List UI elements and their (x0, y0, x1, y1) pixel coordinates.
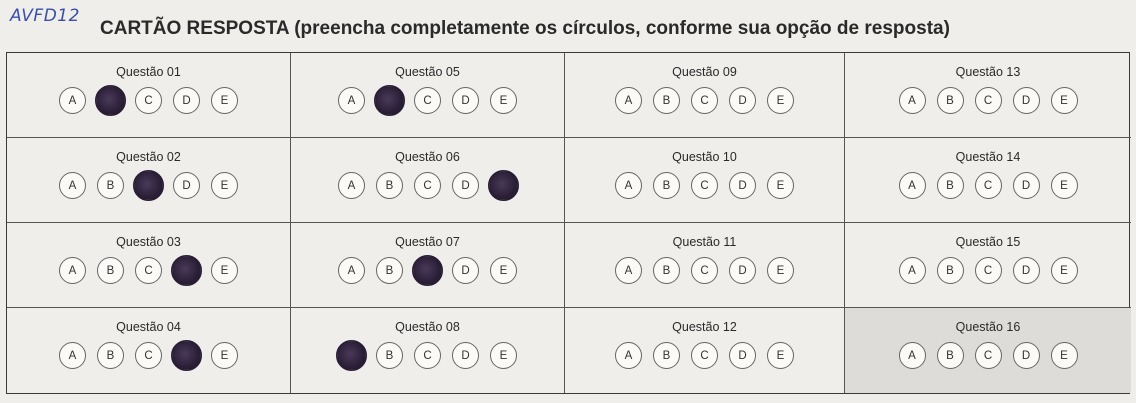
answer-options (845, 342, 1131, 369)
answer-bubble-e[interactable]: E (490, 342, 517, 369)
answer-options (565, 342, 844, 369)
answer-bubble-c[interactable]: C (975, 257, 1002, 284)
question-cell (565, 223, 845, 308)
answer-bubble-c[interactable]: C (975, 87, 1002, 114)
answer-bubble-c[interactable]: C (135, 342, 162, 369)
question-cell (7, 223, 291, 308)
answer-bubble-b[interactable]: B (376, 342, 403, 369)
answer-bubble-c[interactable]: C (414, 342, 441, 369)
question-cell (845, 308, 1131, 393)
question-cell (565, 308, 845, 393)
question-cell (291, 53, 565, 138)
answer-bubble-e[interactable]: E (1051, 342, 1078, 369)
answer-bubble-d[interactable]: D (729, 87, 756, 114)
answer-bubble-a[interactable]: A (899, 172, 926, 199)
answer-bubble-d[interactable]: D (173, 172, 200, 199)
question-label: Questão 05 (395, 65, 460, 79)
answer-bubble-e[interactable]: E (1051, 87, 1078, 114)
question-label: Questão 16 (955, 320, 1021, 334)
question-cell (7, 308, 291, 393)
answer-bubble-a[interactable]: A (899, 87, 926, 114)
answer-bubble-d[interactable]: D (452, 87, 479, 114)
answer-bubble-c[interactable]: C (135, 87, 162, 114)
answer-bubble-b[interactable]: B (653, 172, 680, 199)
answer-bubble-c[interactable] (412, 255, 443, 286)
question-label: Questão 12 (672, 320, 737, 334)
answer-bubble-d[interactable]: D (452, 257, 479, 284)
question-label: Questão 14 (955, 150, 1021, 164)
answer-bubble-b[interactable]: B (376, 172, 403, 199)
answer-bubble-e[interactable]: E (490, 257, 517, 284)
answer-bubble-b[interactable]: B (937, 257, 964, 284)
question-label: Questão 02 (116, 150, 181, 164)
question-label: Questão 13 (955, 65, 1021, 79)
answer-bubble-a[interactable]: A (59, 257, 86, 284)
answer-bubble-c[interactable]: C (414, 87, 441, 114)
answer-bubble-a[interactable]: A (338, 257, 365, 284)
question-cell (291, 223, 565, 308)
answer-bubble-a[interactable]: A (615, 257, 642, 284)
answer-bubble-c[interactable]: C (691, 257, 718, 284)
answer-bubble-e[interactable]: E (211, 257, 238, 284)
answer-bubble-d[interactable]: D (729, 257, 756, 284)
question-cell (291, 308, 565, 393)
answer-bubble-c[interactable] (133, 170, 164, 201)
answer-bubble-d[interactable]: D (729, 172, 756, 199)
answer-bubble-a[interactable]: A (615, 172, 642, 199)
answer-bubble-b[interactable]: B (653, 87, 680, 114)
answer-bubble-c[interactable]: C (691, 87, 718, 114)
answer-bubble-c[interactable]: C (691, 172, 718, 199)
answer-bubble-e[interactable]: E (1051, 172, 1078, 199)
answer-options (7, 87, 290, 114)
question-cell (565, 53, 845, 138)
question-label: Questão 11 (672, 235, 737, 249)
question-label: Questão 10 (672, 150, 737, 164)
answer-bubble-c[interactable]: C (975, 342, 1002, 369)
answer-bubble-a[interactable] (336, 340, 367, 371)
answer-bubble-e[interactable]: E (490, 87, 517, 114)
question-cell (845, 138, 1131, 223)
answer-bubble-a[interactable]: A (338, 87, 365, 114)
answer-options (845, 172, 1131, 199)
answer-bubble-e[interactable]: E (1051, 257, 1078, 284)
question-cell (845, 53, 1131, 138)
answer-card-title: CARTÃO RESPOSTA (preencha completamente os círculos, conforme sua opção de resposta) (100, 18, 950, 39)
answer-bubble-d[interactable] (171, 255, 202, 286)
answer-grid (6, 52, 1130, 394)
answer-bubble-c[interactable]: C (691, 342, 718, 369)
answer-bubble-c[interactable]: C (135, 257, 162, 284)
question-cell (7, 53, 291, 138)
question-label: Questão 07 (395, 235, 460, 249)
answer-bubble-a[interactable]: A (615, 342, 642, 369)
answer-options (7, 257, 290, 284)
answer-bubble-b[interactable]: B (97, 342, 124, 369)
answer-bubble-a[interactable]: A (615, 87, 642, 114)
answer-bubble-e[interactable]: E (767, 257, 794, 284)
answer-bubble-e[interactable]: E (211, 172, 238, 199)
question-cell (845, 223, 1131, 308)
answer-bubble-b[interactable] (95, 85, 126, 116)
question-cell (7, 138, 291, 223)
answer-bubble-d[interactable]: D (173, 87, 200, 114)
answer-options (565, 87, 844, 114)
answer-bubble-d[interactable]: D (1013, 87, 1040, 114)
answer-options (565, 172, 844, 199)
answer-bubble-b[interactable]: B (376, 257, 403, 284)
answer-bubble-e[interactable]: E (767, 87, 794, 114)
answer-bubble-a[interactable]: A (59, 342, 86, 369)
answer-bubble-b[interactable] (374, 85, 405, 116)
answer-bubble-a[interactable]: A (59, 87, 86, 114)
answer-options (291, 342, 564, 369)
answer-bubble-a[interactable]: A (338, 172, 365, 199)
answer-bubble-d[interactable]: D (729, 342, 756, 369)
answer-bubble-d[interactable]: D (452, 342, 479, 369)
answer-bubble-e[interactable]: E (767, 342, 794, 369)
answer-bubble-c[interactable]: C (414, 172, 441, 199)
question-label: Questão 01 (116, 65, 181, 79)
answer-options (845, 257, 1131, 284)
answer-options (291, 172, 564, 199)
answer-bubble-b[interactable]: B (937, 172, 964, 199)
answer-bubble-a[interactable]: A (899, 342, 926, 369)
answer-bubble-d[interactable]: D (452, 172, 479, 199)
answer-bubble-a[interactable]: A (899, 257, 926, 284)
answer-options (291, 257, 564, 284)
answer-bubble-a[interactable]: A (59, 172, 86, 199)
answer-bubble-b[interactable]: B (97, 172, 124, 199)
answer-bubble-d[interactable]: D (1013, 172, 1040, 199)
answer-bubble-e[interactable]: E (211, 342, 238, 369)
answer-bubble-b[interactable]: B (937, 87, 964, 114)
question-cell (565, 138, 845, 223)
answer-bubble-e[interactable] (488, 170, 519, 201)
answer-bubble-e[interactable]: E (211, 87, 238, 114)
answer-bubble-e[interactable]: E (767, 172, 794, 199)
answer-bubble-b[interactable]: B (653, 257, 680, 284)
question-label: Questão 09 (672, 65, 737, 79)
answer-bubble-b[interactable]: B (937, 342, 964, 369)
answer-options (565, 257, 844, 284)
question-label: Questão 15 (955, 235, 1021, 249)
question-label: Questão 03 (116, 235, 181, 249)
question-label: Questão 08 (395, 320, 460, 334)
answer-bubble-b[interactable]: B (97, 257, 124, 284)
question-label: Questão 04 (116, 320, 181, 334)
question-label: Questão 06 (395, 150, 460, 164)
exam-code-handwritten: AVFD12 (10, 6, 80, 26)
answer-bubble-c[interactable]: C (975, 172, 1002, 199)
answer-options (7, 172, 290, 199)
answer-bubble-d[interactable]: D (1013, 257, 1040, 284)
answer-bubble-b[interactable]: B (653, 342, 680, 369)
answer-bubble-d[interactable] (171, 340, 202, 371)
answer-options (845, 87, 1131, 114)
answer-options (7, 342, 290, 369)
question-cell (291, 138, 565, 223)
answer-bubble-d[interactable]: D (1013, 342, 1040, 369)
answer-options (291, 87, 564, 114)
